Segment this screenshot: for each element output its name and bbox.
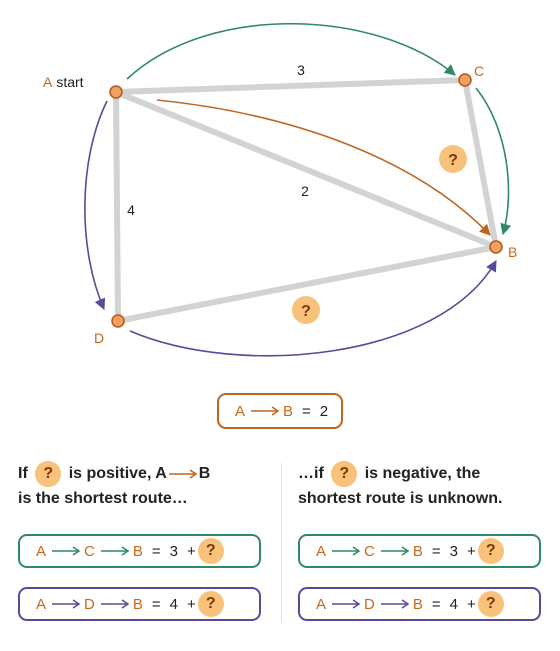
edge-a-b: [116, 92, 496, 247]
edge-d-b-weight: ?: [301, 303, 311, 320]
formula-node: D: [84, 595, 95, 613]
formula-number: 3: [449, 542, 458, 560]
formula-node: B: [412, 595, 423, 613]
formula-unknown-badge: ?: [198, 538, 224, 564]
formula-equals: =: [151, 542, 161, 560]
formula-node: A: [316, 595, 327, 613]
node-c: [459, 74, 471, 86]
left-formula-via-c: [18, 534, 261, 568]
direct-route-box: [217, 393, 343, 429]
right-condition-badge: ?: [331, 461, 357, 487]
right-formula-via-c: [298, 534, 541, 568]
left-condition-badge: ?: [35, 461, 61, 487]
left-condition-text: is positive, A: [68, 465, 167, 483]
right-arrow-icon: [251, 406, 277, 416]
right-condition-line2: shortest route is unknown.: [298, 490, 503, 507]
formula-node: A: [36, 542, 47, 560]
left-formula-via-d: [18, 587, 261, 621]
direct-route-to: B: [283, 402, 294, 420]
route-arrow-a-c: [127, 24, 455, 79]
edge-a-c: [116, 80, 465, 92]
formula-plus: +: [466, 542, 476, 560]
route-arrow-a-b: [157, 100, 490, 235]
direct-route-from: A: [235, 402, 246, 420]
right-arrow-icon: [381, 546, 407, 556]
formula-unknown-badge: ?: [478, 591, 504, 617]
route-arrow-a-d: [85, 101, 107, 309]
edge-a-b-weight: 2: [301, 183, 309, 199]
formula-node: C: [364, 542, 375, 560]
formula-unknown-badge: ?: [478, 538, 504, 564]
right-arrow-icon: [52, 546, 78, 556]
formula-equals: =: [431, 542, 441, 560]
node-d-label: D: [94, 330, 105, 346]
formula-node: B: [132, 542, 143, 560]
right-arrow-icon: [52, 599, 78, 609]
right-condition-if: …if: [298, 465, 324, 483]
node-a-label: [43, 74, 84, 90]
node-b-label: B: [508, 244, 518, 260]
formula-plus: +: [186, 542, 196, 560]
formula-node: A: [36, 595, 47, 613]
left-condition-if: If: [18, 465, 28, 483]
node-d: [112, 315, 124, 327]
right-formula-via-d: [298, 587, 541, 621]
edge-a-d: [116, 92, 118, 321]
formula-equals: =: [151, 595, 161, 613]
node-a-start-text: start: [56, 74, 84, 90]
formula-node: B: [412, 542, 423, 560]
formula-number: 4: [169, 595, 178, 613]
formula-node: B: [132, 595, 143, 613]
right-arrow-icon: [332, 599, 358, 609]
formula-plus: +: [466, 595, 476, 613]
node-a-letter: A: [43, 74, 53, 90]
formula-node: A: [316, 542, 327, 560]
right-arrow-icon: [101, 599, 127, 609]
right-condition-line1: [298, 461, 480, 487]
edge-a-c-weight: 3: [297, 62, 305, 78]
direct-route-value: 2: [319, 402, 329, 420]
formula-number: 4: [449, 595, 458, 613]
node-c-label: C: [474, 63, 485, 79]
right-condition-text: is negative, the: [364, 465, 481, 483]
formula-number: 3: [169, 542, 178, 560]
formula-node: C: [84, 542, 95, 560]
formula-node: D: [364, 595, 375, 613]
edge-c-b-weight: ?: [448, 152, 458, 169]
panel-divider: [281, 463, 282, 623]
edge-c-b: [465, 80, 496, 247]
right-arrow-icon: [381, 599, 407, 609]
left-condition-end: B: [198, 465, 211, 483]
direct-route-equals: =: [302, 402, 311, 420]
node-a: [110, 86, 122, 98]
left-condition-line1: [18, 461, 210, 487]
node-b: [490, 241, 502, 253]
edge-a-d-weight: 4: [127, 202, 135, 218]
formula-plus: +: [186, 595, 196, 613]
left-condition-arrow-icon: [169, 469, 197, 479]
formula-unknown-badge: ?: [198, 591, 224, 617]
formula-equals: =: [431, 595, 441, 613]
right-arrow-icon: [332, 546, 358, 556]
right-arrow-icon: [101, 546, 127, 556]
left-condition-line2: is the shortest route…: [18, 490, 188, 507]
